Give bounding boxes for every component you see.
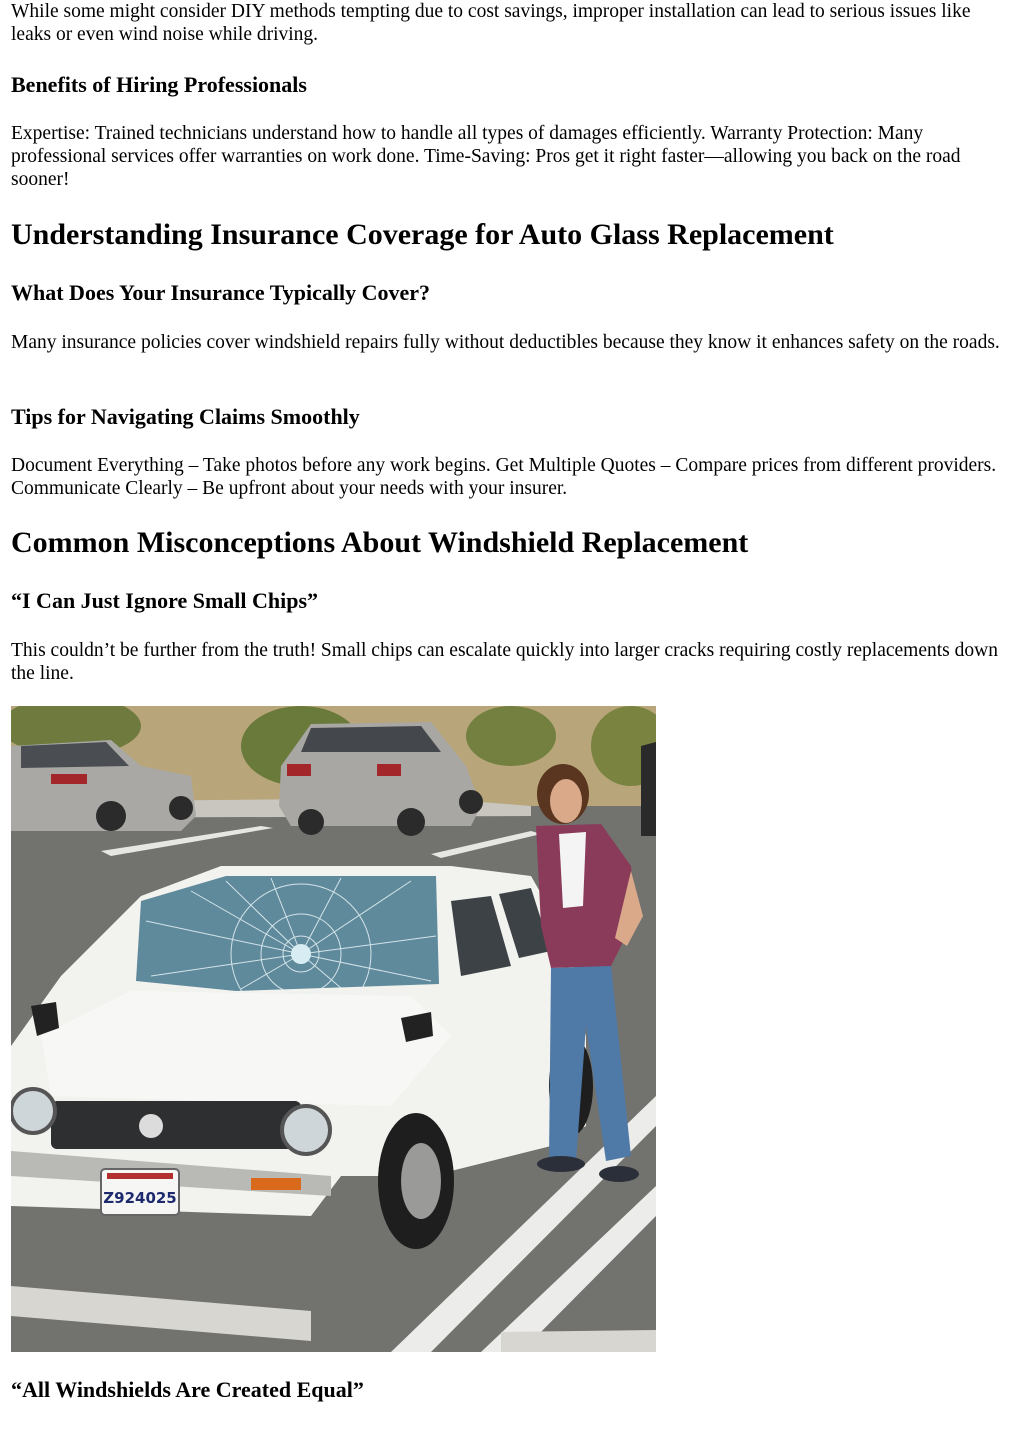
claims-paragraph: Document Everything – Take photos before any work begins. Get Multiple Quotes – Compare prices from different providers. Communicate Clearly – Be upfront about your needs with your insurer. [11,455,997,499]
small-chips-heading: “I Can Just Ignore Small Chips” [11,588,319,613]
intro-paragraph: While some might consider DIY methods tempting due to cost savings, improper installation can lead to serious issues like leaks or even wind noise while driving. [11,1,971,45]
headlight [11,1089,55,1133]
small-chips-paragraph: This couldn’t be further from the truth! Small chips can escalate quickly into larger cracks requiring costly replacements down the line. [11,640,998,684]
cracked-windshield [136,876,439,991]
insurance-heading: Understanding Insurance Coverage for Auto Glass Replacement [11,218,834,251]
benefits-paragraph: Expertise: Trained technicians understand how to handle all types of damages efficiently. Warranty Protection: Many professional services offer warranties on work done. Time-Saving: Pros get it right faster—allowing you back on the road sooner! [11,123,961,190]
headlight [282,1106,330,1154]
coverage-paragraph: Many insurance policies cover windshield repairs fully without deductibles because they know it enhances safety on the roads. [11,332,1000,353]
claims-heading: Tips for Navigating Claims Smoothly [11,404,360,429]
benefits-heading: Benefits of Hiring Professionals [11,72,307,97]
coverage-heading: What Does Your Insurance Typically Cover? [11,280,431,305]
license-plate-text: Z924025 [103,1189,177,1207]
misconceptions-heading: Common Misconceptions About Windshield Replacement [11,526,749,559]
cracked-windshield-photo [11,706,656,1352]
car-grille [51,1101,301,1149]
all-windshields-heading: “All Windshields Are Created Equal” [11,1377,364,1402]
